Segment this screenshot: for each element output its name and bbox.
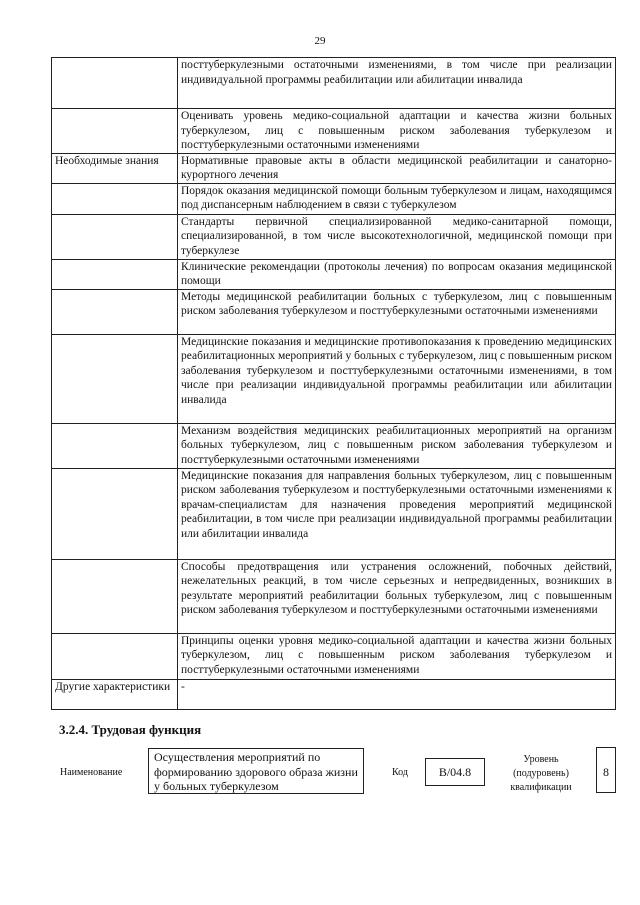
table-row bbox=[52, 423, 616, 468]
requirements-table bbox=[51, 57, 616, 710]
code-label: Код bbox=[392, 767, 408, 778]
qualification-level-box: 8 bbox=[596, 747, 616, 793]
row-text: Порядок оказания медицинской помощи больным туберкулезом и лицам, находящимся под диспансерным наблюдением в связи с туберкулезом bbox=[178, 183, 616, 214]
table-row bbox=[52, 214, 616, 259]
row-label bbox=[52, 183, 178, 214]
section-heading: 3.2.4. Трудовая функция bbox=[59, 722, 202, 737]
row-text: Принципы оценки уровня медико-социальной адаптации и качества жизни больных туберкулезом, лиц с повышенным риском заболевания туберкулезом и посттуберкулезными остаточными изменениями bbox=[178, 633, 616, 679]
table-row bbox=[52, 334, 616, 423]
table-row bbox=[52, 468, 616, 559]
row-label bbox=[52, 423, 178, 468]
page-number: 29 bbox=[314, 35, 326, 47]
row-text: Стандарты первичной специализированной медико-санитарной помощи, специализированной, в том числе высокотехнологичной, медицинской помощи при туберкулезе bbox=[178, 214, 616, 259]
qualification-level-label: Уровень (подуровень) квалификации bbox=[510, 754, 572, 793]
function-code-box: B/04.8 bbox=[425, 758, 485, 786]
row-text: Механизм воздействия медицинских реабилитационных мероприятий на организм больных туберкулезом, лиц с повышенным риском заболевания туберкулезом и посттуберкулезными остаточными изменениями bbox=[178, 423, 616, 468]
row-label: Другие характеристики bbox=[52, 679, 178, 709]
table-row bbox=[52, 679, 616, 709]
row-text: - bbox=[178, 679, 616, 709]
row-text: Способы предотвращения или устранения осложнений, побочных действий, нежелательных реакций, в том числе серьезных и непредвиденных, возникших в результате мероприятий реабилитации больных туберкулезом, лиц с повышенным риском заболевания туберкулезом и посттуберкулезными остаточными изменениями bbox=[178, 559, 616, 633]
function-name-box: Осуществления мероприятий по формированию здорового образа жизни у больных туберкулезом bbox=[148, 748, 364, 794]
row-label bbox=[52, 58, 178, 109]
name-label: Наименование bbox=[60, 767, 123, 778]
table-row bbox=[52, 259, 616, 289]
row-label bbox=[52, 109, 178, 154]
table-row bbox=[52, 153, 616, 183]
row-label bbox=[52, 289, 178, 334]
row-label bbox=[52, 559, 178, 633]
row-text: Медицинские показания и медицинские противопоказания к проведению медицинских реабилитационных мероприятий у больных с туберкулезом, лиц с повышенным риском заболевания туберкулезом и посттуберкулезными остаточными изменениями, в том числе при реализации индивидуальной программы реабилитации или абилитации инвалида bbox=[178, 334, 616, 423]
table-row bbox=[52, 289, 616, 334]
row-label bbox=[52, 334, 178, 423]
row-text: посттуберкулезными остаточными изменениями, в том числе при реализации индивидуальной программы реабилитации или абилитации инвалида bbox=[178, 58, 616, 109]
table-row bbox=[52, 183, 616, 214]
table-row bbox=[52, 559, 616, 633]
row-text: Методы медицинской реабилитации больных с туберкулезом, лиц с повышенным риском заболевания туберкулезом и посттуберкулезными остаточными изменениями bbox=[178, 289, 616, 334]
row-label bbox=[52, 259, 178, 289]
row-text: Клинические рекомендации (протоколы лечения) по вопросам оказания медицинской помощи bbox=[178, 259, 616, 289]
table-row bbox=[52, 633, 616, 679]
row-text: Нормативные правовые акты в области медицинской реабилитации и санаторно-курортного лечения bbox=[178, 153, 616, 183]
table-row bbox=[52, 109, 616, 154]
row-label bbox=[52, 214, 178, 259]
row-text: Оценивать уровень медико-социальной адаптации и качества жизни больных туберкулезом, лиц с повышенным риском заболевания туберкулезом и посттуберкулезными остаточными изменениями bbox=[178, 109, 616, 154]
row-text: Медицинские показания для направления больных туберкулезом, лиц с повышенным риском заболевания туберкулезом и посттуберкулезными остаточными изменениями к врачам-специалистам для назначения проведения мероприятий медицинской реабилитации, в том числе при реализации индивидуальной программы реабилитации или абилитации инвалида bbox=[178, 468, 616, 559]
row-label: Необходимые знания bbox=[52, 153, 178, 183]
table-row bbox=[52, 58, 616, 109]
row-label bbox=[52, 468, 178, 559]
row-label bbox=[52, 633, 178, 679]
